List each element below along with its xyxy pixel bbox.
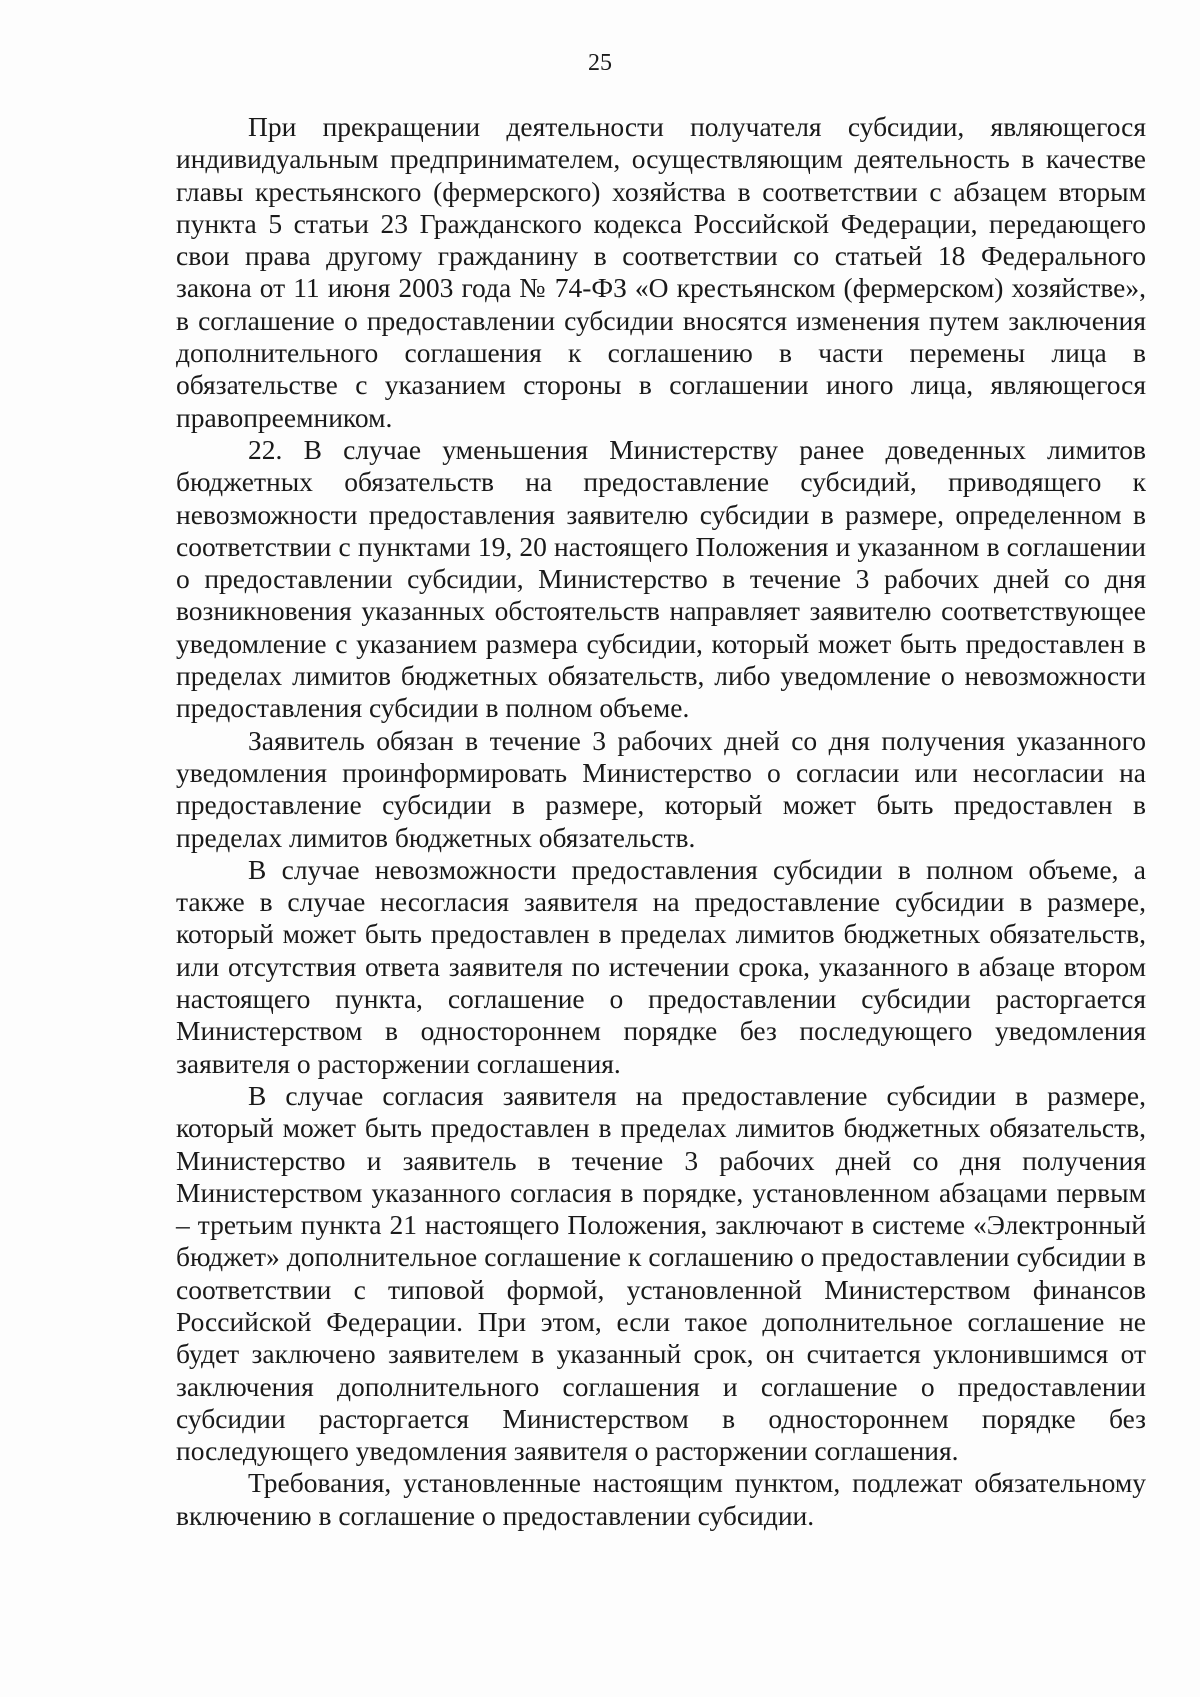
document-body <box>176 111 1146 1532</box>
paragraph-farm-succession: При прекращении деятельности получателя субсидии, являющегося индивидуальным предпринимателем, осуществляющим деятельность в качестве главы крестьянского (фермерского) хозяйства в соответствии с абзацем вторым пункта 5 статьи 23 Гражданского кодекса Российской Федерации, передающего свои права другому гражданину в соответствии со статьей 18 Федерального закона от 11 июня 2003 года № 74-ФЗ «О крестьянском (фермерском) хозяйстве», в соглашение о предоставлении субсидии вносятся изменения путем заключения дополнительного соглашения к соглашению в части перемены лица в обязательстве с указанием стороны в соглашении иного лица, являющегося правопреемником. <box>176 111 1146 433</box>
paragraph-requirements: Требования, установленные настоящим пунктом, подлежат обязательному включению в соглашение о предоставлении субсидии. <box>176 1467 1146 1531</box>
paragraph-clause-22: 22. В случае уменьшения Министерству ранее доведенных лимитов бюджетных обязательств на предоставление субсидий, приводящего к невозможности предоставления заявителю субсидии в размере, определенном в соответствии с пунктами 19, 20 настоящего Положения и указанном в соглашении о предоставлении субсидии, Министерство в течение 3 рабочих дней со дня возникновения указанных обстоятельств направляет заявителю соответствующее уведомление с указанием размера субсидии, который может быть предоставлен в пределах лимитов бюджетных обязательств, либо уведомление о невозможности предоставления субсидии в полном объеме. <box>176 433 1146 724</box>
page-number: 25 <box>588 50 612 76</box>
paragraph-termination: В случае невозможности предоставления субсидии в полном объеме, а также в случае несогласия заявителя на предоставление субсидии в размере, который может быть предоставлен в пределах лимитов бюджетных обязательств, или отсутствия ответа заявителя по истечении срока, указанного в абзаце втором настоящего пункта, соглашение о предоставлении субсидии расторгается Министерством в одностороннем порядке без последующего уведомления заявителя о расторжении соглашения. <box>176 853 1146 1079</box>
paragraph-applicant-obligation: Заявитель обязан в течение 3 рабочих дней со дня получения указанного уведомления проинформировать Министерство о согласии или несогласии на предоставление субсидии в размере, который может быть предоставлен в пределах лимитов бюджетных обязательств. <box>176 724 1146 853</box>
paragraph-consent-agreement: В случае согласия заявителя на предоставление субсидии в размере, который может быть предоставлен в пределах лимитов бюджетных обязательств, Министерство и заявитель в течение 3 рабочих дней со дня получения Министерством указанного согласия в порядке, установленном абзацами первым – третьим пункта 21 настоящего Положения, заключают в системе «Электронный бюджет» дополнительное соглашение к соглашению о предоставлении субсидии в соответствии с типовой формой, установленной Министерством финансов Российской Федерации. При этом, если такое дополнительное соглашение не будет заключено заявителем в указанный срок, он считается уклонившимся от заключения дополнительного соглашения и соглашение о предоставлении субсидии расторгается Министерством в одностороннем порядке без последующего уведомления заявителя о расторжении соглашения. <box>176 1079 1146 1467</box>
